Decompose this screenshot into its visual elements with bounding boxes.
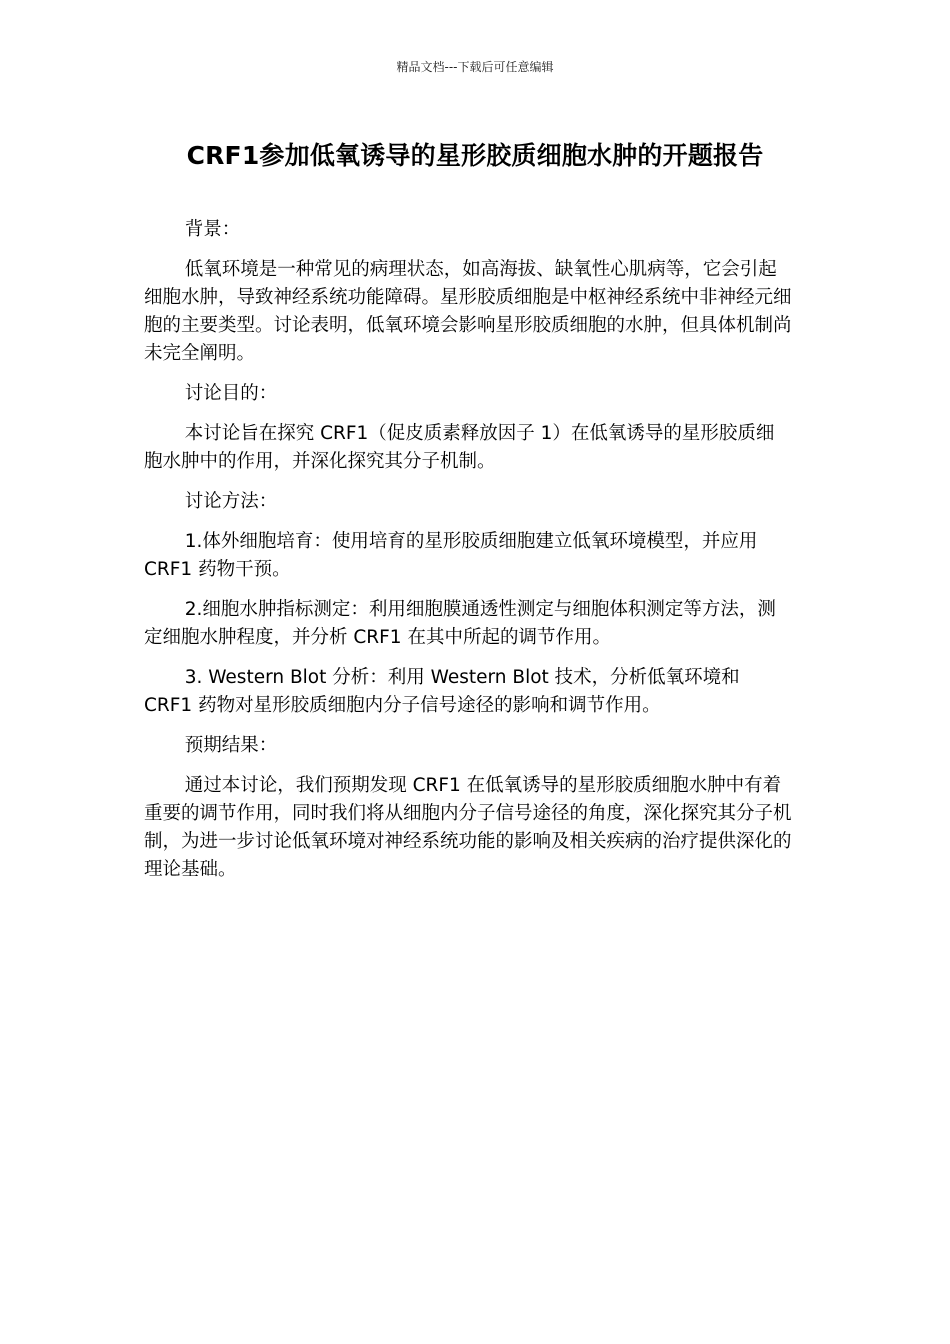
method-item-2: 2.细胞水肿指标测定：利用细胞膜通透性测定与细胞体积测定等方法，测定细胞水肿程度，并分析 CRF1 在其中所起的调节作用。 [144,599,776,648]
document-title: CRF1参加低氧诱导的星形胶质细胞水肿的开题报告 [186,141,764,170]
section-heading-expected-results: 预期结果： [184,735,278,756]
paragraph-purpose: 本讨论旨在探究 CRF1（促皮质素释放因子 1）在低氧诱导的星形胶质细胞水肿中的作用，并深化探究其分子机制。 [144,423,775,472]
section-heading-purpose: 讨论目的： [184,383,278,404]
method-item-3: 3. Western Blot 分析：利用 Western Blot 技术，分析低氧环境和 CRF1 药物对星形胶质细胞内分子信号途径的影响和调节作用。 [144,667,740,716]
header-note: 精品文档---下载后可任意编辑 [396,60,554,74]
paragraph-background: 低氧环境是一种常见的病理状态，如高海拔、缺氧性心肌病等，它会引起细胞水肿，导致神经系统功能障碍。星形胶质细胞是中枢神经系统中非神经元细胞的主要类型。讨论表明，低氧环境会影响星形胶质细胞的水肿，但具体机制尚未完全阐明。 [144,259,792,364]
section-heading-background: 背景： [184,219,241,240]
document-body [144,216,792,896]
paragraph-expected-results: 通过本讨论，我们预期发现 CRF1 在低氧诱导的星形胶质细胞水肿中有着重要的调节作用，同时我们将从细胞内分子信号途径的角度，深化探究其分子机制，为进一步讨论低氧环境对神经系统功能的影响及相关疾病的治疗提供深化的理论基础。 [144,775,792,880]
section-heading-methods: 讨论方法： [184,491,278,512]
method-item-1: 1.体外细胞培育：使用培育的星形胶质细胞建立低氧环境模型，并应用 CRF1 药物干预。 [144,531,758,580]
